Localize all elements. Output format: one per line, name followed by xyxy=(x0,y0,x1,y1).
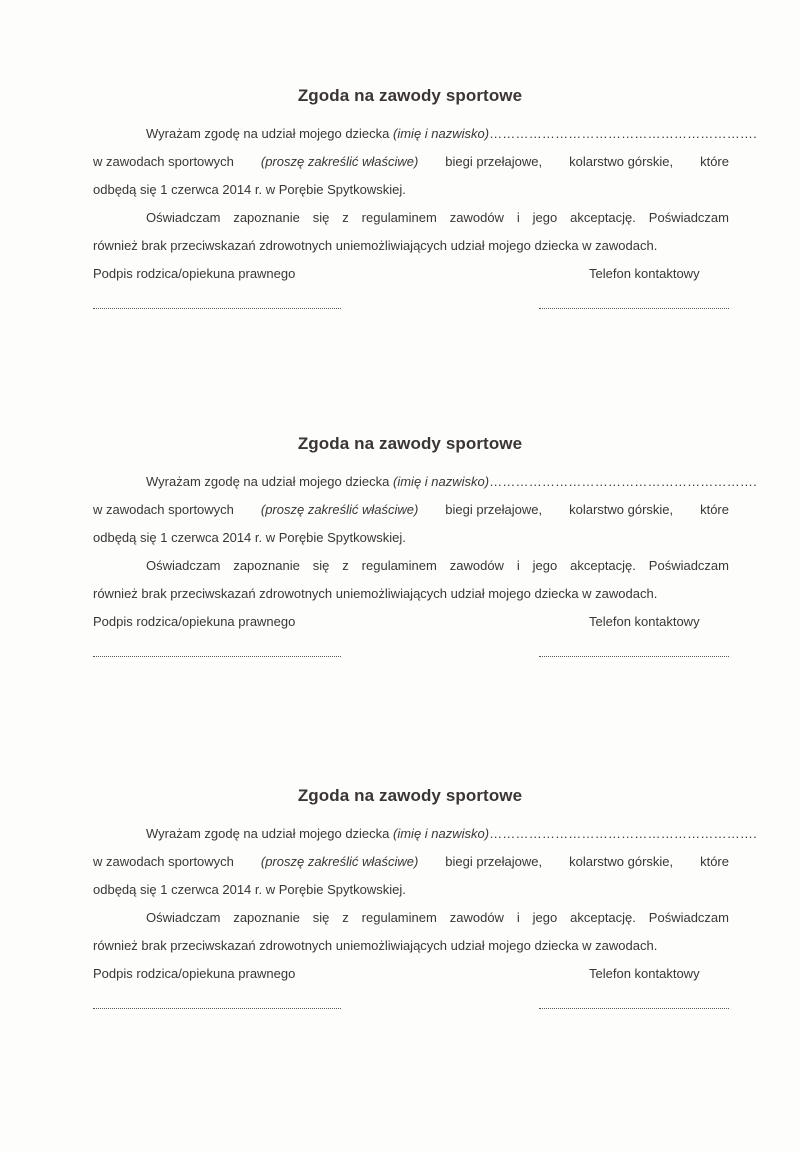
events-hint: (proszę zakreślić właściwe) xyxy=(260,502,419,517)
statement-word: zapoznanie xyxy=(233,558,300,573)
event-option-cross-country[interactable]: biegi przełajowe, xyxy=(445,502,543,517)
statement-word: zapoznanie xyxy=(233,210,300,225)
name-hint: (imię i nazwisko) xyxy=(393,826,490,841)
events-suffix: które xyxy=(700,154,729,169)
form-title: Zgoda na zawody sportowe xyxy=(297,86,523,105)
statement-word: Oświadczam xyxy=(146,910,221,925)
events-line xyxy=(93,502,729,517)
statement-word: i xyxy=(516,910,520,925)
form-title: Zgoda na zawody sportowe xyxy=(297,434,523,453)
events-hint: (proszę zakreślić właściwe) xyxy=(260,854,419,869)
event-option-cross-country[interactable]: biegi przełajowe, xyxy=(445,854,543,869)
child-name-field[interactable]: ……………………………………………………. xyxy=(489,126,757,141)
signature-label: Podpis rodzica/opiekuna prawnego xyxy=(93,266,296,281)
consent-form-1 xyxy=(0,86,800,326)
consent-prefix: Wyrażam zgodę na udział mojego dziecka xyxy=(146,474,394,489)
signature-field[interactable] xyxy=(93,994,341,1009)
child-name-field[interactable]: ……………………………………………………. xyxy=(489,826,757,841)
statement-line-2: również brak przeciwskazań zdrowotnych uniemożliwiających udział mojego dziecka w zawodach. xyxy=(93,586,658,601)
statement-word: się xyxy=(312,910,330,925)
statement-word: Oświadczam xyxy=(146,210,221,225)
events-prefix: w zawodach sportowych xyxy=(93,854,234,869)
name-hint: (imię i nazwisko) xyxy=(393,474,490,489)
date-place-line: odbędą się 1 czerwca 2014 r. w Porębie Spytkowskiej. xyxy=(93,882,406,897)
statement-word: z xyxy=(342,558,349,573)
statement-line-2: również brak przeciwskazań zdrowotnych uniemożliwiających udział mojego dziecka w zawodach. xyxy=(93,238,658,253)
statement-word: i xyxy=(516,210,520,225)
event-option-cross-country[interactable]: biegi przełajowe, xyxy=(445,154,543,169)
signature-field[interactable] xyxy=(93,294,341,309)
events-prefix: w zawodach sportowych xyxy=(93,154,234,169)
date-place-line: odbędą się 1 czerwca 2014 r. w Porębie Spytkowskiej. xyxy=(93,182,406,197)
phone-field[interactable] xyxy=(539,994,729,1009)
consent-line xyxy=(146,826,757,841)
statement-word: zawodów xyxy=(449,558,504,573)
statement-word: Poświadczam xyxy=(648,210,729,225)
statement-word: Oświadczam xyxy=(146,558,221,573)
statement-word: zawodów xyxy=(449,910,504,925)
statement-word: jego xyxy=(532,910,558,925)
statement-word: z xyxy=(342,210,349,225)
events-suffix: które xyxy=(700,502,729,517)
child-name-field[interactable]: ……………………………………………………. xyxy=(489,474,757,489)
statement-word: jego xyxy=(532,210,558,225)
event-option-mountain-bike[interactable]: kolarstwo górskie, xyxy=(569,502,674,517)
statement-word: zawodów xyxy=(449,210,504,225)
statement-word: się xyxy=(312,210,330,225)
signature-label: Podpis rodzica/opiekuna prawnego xyxy=(93,966,296,981)
form-title: Zgoda na zawody sportowe xyxy=(297,786,523,805)
events-prefix: w zawodach sportowych xyxy=(93,502,234,517)
statement-word: zapoznanie xyxy=(233,910,300,925)
name-hint: (imię i nazwisko) xyxy=(393,126,490,141)
date-place-line: odbędą się 1 czerwca 2014 r. w Porębie Spytkowskiej. xyxy=(93,530,406,545)
consent-line xyxy=(146,474,757,489)
statement-word: akceptację. xyxy=(570,210,636,225)
events-suffix: które xyxy=(700,854,729,869)
phone-field[interactable] xyxy=(539,294,729,309)
statement-word: Poświadczam xyxy=(648,910,729,925)
events-hint: (proszę zakreślić właściwe) xyxy=(260,154,419,169)
statement-word: akceptację. xyxy=(570,910,636,925)
consent-prefix: Wyrażam zgodę na udział mojego dziecka xyxy=(146,126,394,141)
statement-line-1 xyxy=(146,558,729,573)
statement-word: i xyxy=(516,558,520,573)
statement-line-1 xyxy=(146,210,729,225)
event-option-mountain-bike[interactable]: kolarstwo górskie, xyxy=(569,154,674,169)
event-option-mountain-bike[interactable]: kolarstwo górskie, xyxy=(569,854,674,869)
statement-word: regulaminem xyxy=(361,910,437,925)
consent-line xyxy=(146,126,757,141)
consent-prefix: Wyrażam zgodę na udział mojego dziecka xyxy=(146,826,394,841)
consent-form-3 xyxy=(0,786,800,1026)
phone-label: Telefon kontaktowy xyxy=(589,966,700,981)
phone-label: Telefon kontaktowy xyxy=(589,614,700,629)
statement-word: jego xyxy=(532,558,558,573)
statement-word: się xyxy=(312,558,330,573)
statement-word: akceptację. xyxy=(570,558,636,573)
consent-form-2 xyxy=(0,434,800,674)
statement-word: Poświadczam xyxy=(648,558,729,573)
statement-line-2: również brak przeciwskazań zdrowotnych uniemożliwiających udział mojego dziecka w zawodach. xyxy=(93,938,658,953)
signature-label: Podpis rodzica/opiekuna prawnego xyxy=(93,614,296,629)
statement-line-1 xyxy=(146,910,729,925)
statement-word: regulaminem xyxy=(361,558,437,573)
signature-field[interactable] xyxy=(93,642,341,657)
statement-word: regulaminem xyxy=(361,210,437,225)
events-line xyxy=(93,854,729,869)
events-line xyxy=(93,154,729,169)
phone-field[interactable] xyxy=(539,642,729,657)
statement-word: z xyxy=(342,910,349,925)
phone-label: Telefon kontaktowy xyxy=(589,266,700,281)
